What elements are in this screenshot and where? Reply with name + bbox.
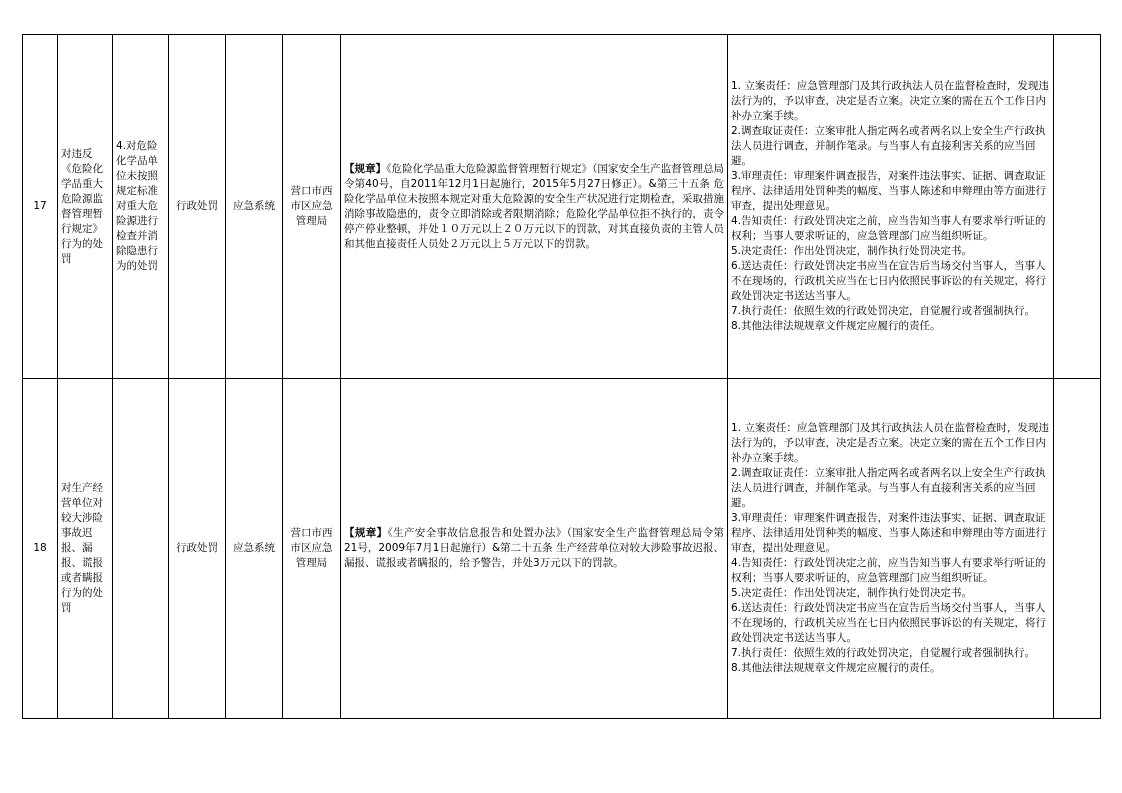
duty-list — [728, 379, 1054, 719]
duty-list — [728, 35, 1054, 379]
sub-item-name: 4.对危险化学品单位未按照规定标准对重大危险源进行检查并消除隐患行为的处罚 — [113, 35, 169, 379]
legal-basis — [341, 379, 728, 719]
legal-basis — [341, 35, 728, 379]
duty-item: 5.决定责任：作出处罚决定，制作执行处罚决定书。 — [731, 587, 973, 599]
system-name: 应急系统 — [226, 35, 283, 379]
duty-item: 1. 立案责任：应急管理部门及其行政执法人员在监督检查时，发现违法行为的，予以审查，决定是否立案。决定立案的需在五个工作日内补办立案手续。 — [731, 80, 1049, 122]
power-type: 行政处罚 — [169, 35, 226, 379]
basis-text: 《生产安全事故信息报告和处置办法》（国家安全生产监督管理总局令第21号，2009年7月1日起施行）&第二十五条 生产经营单位对较大涉险事故迟报、漏报、谎报或者瞒报的，给予警告，并处3万元以下的罚款。 — [344, 527, 725, 569]
remark-cell — [1054, 379, 1101, 719]
duty-item: 4.告知责任：行政处罚决定之前，应当告知当事人有要求举行听证的权利；当事人要求听证的，应急管理部门应当组织听证。 — [731, 215, 1046, 242]
duty-item: 1. 立案责任：应急管理部门及其行政执法人员在监督检查时，发现违法行为的，予以审查，决定是否立案。决定立案的需在五个工作日内补办立案手续。 — [731, 422, 1049, 464]
power-type: 行政处罚 — [169, 379, 226, 719]
item-name: 对生产经营单位对较大涉险事故迟报、漏报、谎报或者瞒报行为的处罚 — [58, 379, 113, 719]
remark-cell — [1054, 35, 1101, 379]
duty-item: 6.送达责任：行政处罚决定书应当在宣告后当场交付当事人，当事人不在现场的，行政机关应当在七日内依照民事诉讼的有关规定，将行政处罚决定书送达当事人。 — [731, 260, 1046, 302]
sub-item-name — [113, 379, 169, 719]
responsible-dept: 营口市西市区应急管理局 — [283, 35, 341, 379]
basis-text: 《危险化学品重大危险源监督管理暂行规定》（国家安全生产监督管理总局令第40号，自2011年12月1日起施行，2015年5月27日修正）。&第三十五条 危险化学品单位未按照本规定对重大危险源的安全生产状况进行定期检查，采取措施消除事故隐患的，责令立即消除或者限期消除；危险化学品单位拒不执行的，责令停产停业整顿，并处１０万元以上２０万元以下的罚款，对其直接负责的主管人员和其他直接责任人员处２万元以上５万元以下的罚款。 — [344, 162, 725, 250]
duty-item: 7.执行责任：依照生效的行政处罚决定，自觉履行或者强制执行。 — [731, 305, 1036, 317]
table-row — [23, 379, 1101, 719]
duty-item: 6.送达责任：行政处罚决定书应当在宣告后当场交付当事人，当事人不在现场的，行政机关应当在七日内依照民事诉讼的有关规定，将行政处罚决定书送达当事人。 — [731, 602, 1046, 644]
duty-item: 3.审理责任：审理案件调查报告，对案件违法事实、证据、调查取证程序、法律适用处罚种类的幅度、当事人陈述和申辩理由等方面进行审查，提出处理意见。 — [731, 512, 1046, 554]
duty-item: 4.告知责任：行政处罚决定之前，应当告知当事人有要求举行听证的权利；当事人要求听证的，应急管理部门应当组织听证。 — [731, 557, 1046, 584]
basis-tag: 【规章】 — [344, 162, 387, 175]
duty-item: 2.调查取证责任：立案审批人指定两名或者两名以上安全生产行政执法人员进行调查，并制作笔录。与当事人有直接利害关系的应当回避。 — [731, 125, 1046, 167]
duty-item: 8.其他法律法规规章文件规定应履行的责任。 — [731, 662, 941, 674]
row-number: 18 — [23, 379, 58, 719]
duty-item: 3.审理责任：审理案件调查报告，对案件违法事实、证据、调查取证程序、法律适用处罚种类的幅度、当事人陈述和申辩理由等方面进行审查，提出处理意见。 — [731, 170, 1046, 212]
row-number: 17 — [23, 35, 58, 379]
duty-item: 7.执行责任：依照生效的行政处罚决定，自觉履行或者强制执行。 — [731, 647, 1036, 659]
basis-tag: 【规章】 — [344, 527, 388, 539]
system-name: 应急系统 — [226, 379, 283, 719]
power-list-table — [22, 34, 1101, 719]
duty-item: 2.调查取证责任：立案审批人指定两名或者两名以上安全生产行政执法人员进行调查，并制作笔录。与当事人有直接利害关系的应当回避。 — [731, 467, 1046, 509]
duty-item: 5.决定责任：作出处罚决定，制作执行处罚决定书。 — [731, 245, 973, 257]
duty-item: 8.其他法律法规规章文件规定应履行的责任。 — [731, 320, 941, 332]
table-row — [23, 35, 1101, 379]
responsible-dept: 营口市西市区应急管理局 — [283, 379, 341, 719]
item-name: 对违反《危险化学品重大危险源监督管理暂行规定》行为的处罚 — [58, 35, 113, 379]
